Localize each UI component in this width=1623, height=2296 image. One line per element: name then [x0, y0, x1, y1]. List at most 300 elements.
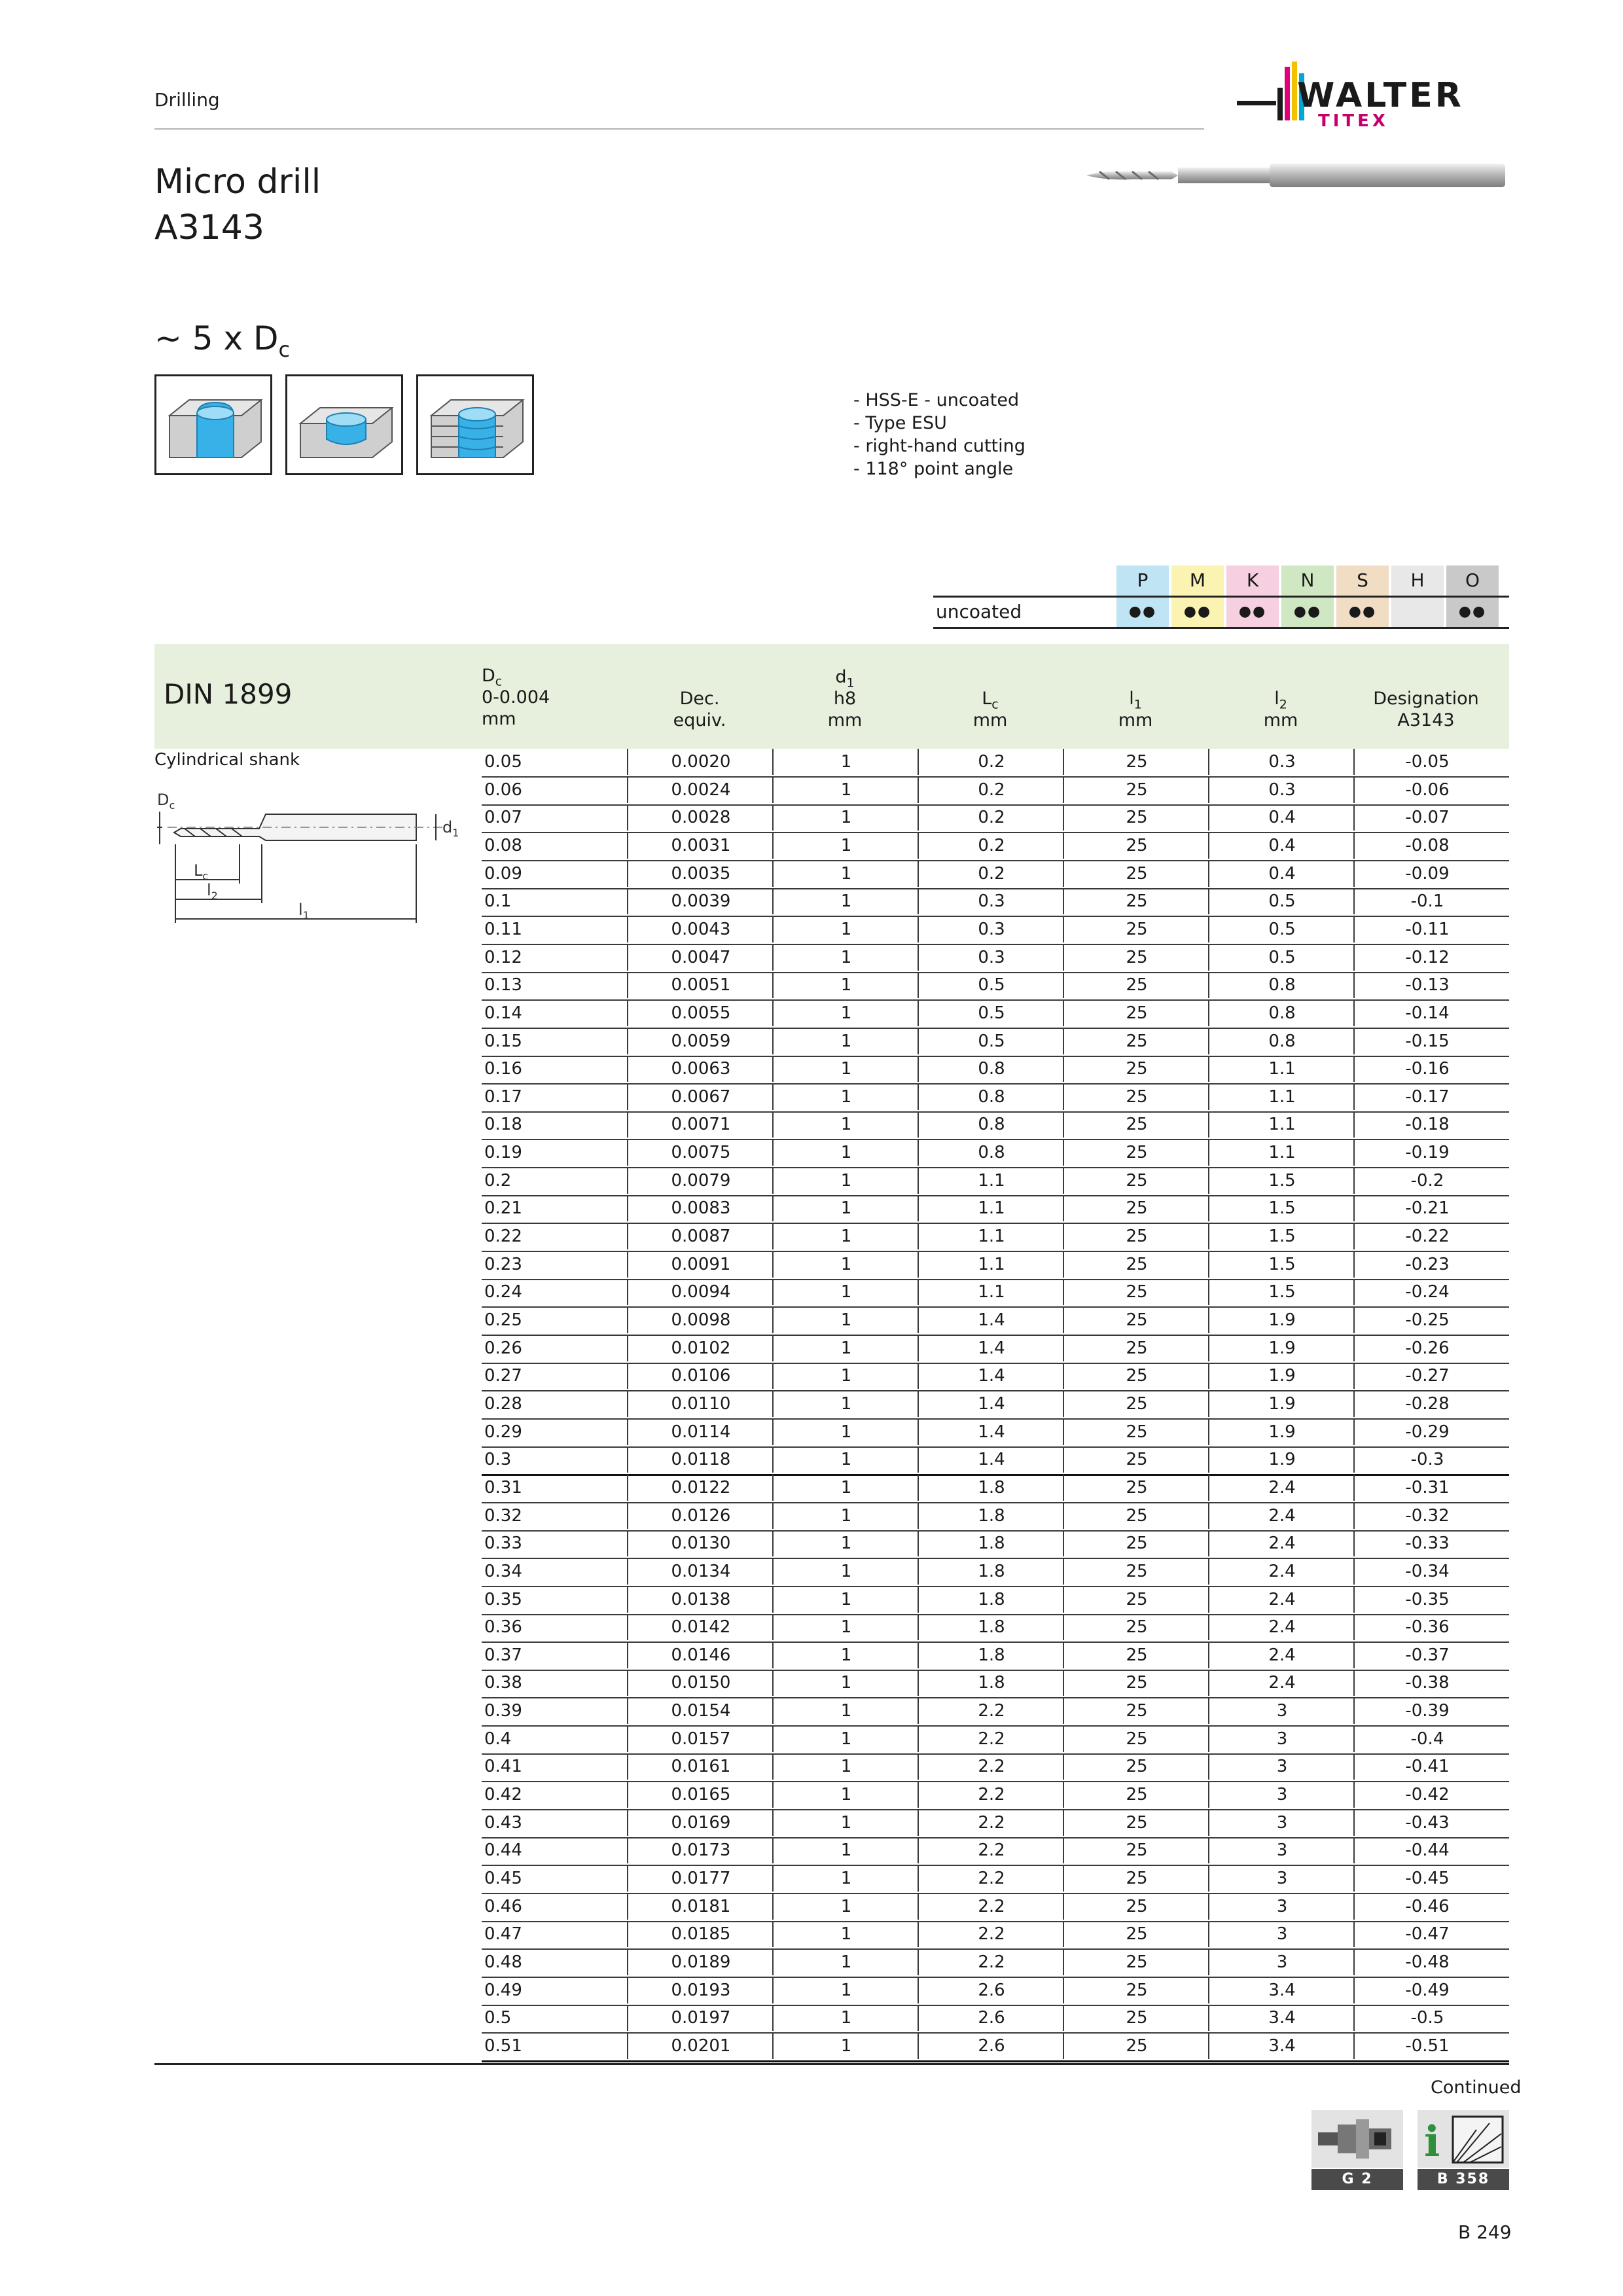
table-cell: 1.8	[918, 1614, 1064, 1640]
table-cell: 25	[1063, 1614, 1209, 1640]
table-cell: 0.0130	[627, 1530, 774, 1556]
table-row	[482, 1335, 1509, 1364]
table-cell: 0.42	[484, 1785, 522, 1805]
suitability-dots-s: ●●	[1336, 597, 1389, 627]
table-cell: -0.07	[1353, 804, 1500, 831]
table-cell: 0.48	[484, 1952, 522, 1972]
table-cell: 0.0150	[627, 1670, 774, 1696]
table-cell: 0.8	[1208, 1000, 1355, 1026]
reference-b358[interactable]: B 358	[1418, 2169, 1509, 2190]
table-row	[482, 1642, 1509, 1671]
table-cell: 25	[1063, 1000, 1209, 1026]
table-cell: 1	[772, 1000, 919, 1026]
table-cell: 1	[772, 1614, 919, 1640]
table-cell: 1	[772, 1921, 919, 1947]
product-code: A3143	[154, 208, 264, 247]
table-cell: 0.29	[484, 1422, 522, 1442]
table-row	[482, 1893, 1509, 1922]
material-group-k: K	[1226, 565, 1279, 596]
table-cell: 2.2	[918, 1726, 1064, 1752]
table-cell: 25	[1063, 1168, 1209, 1194]
table-cell: 1.9	[1208, 1446, 1355, 1473]
table-cell: 1	[772, 2005, 919, 2031]
table-row	[482, 833, 1509, 861]
table-cell: 25	[1063, 2005, 1209, 2031]
table-cell: 0.16	[484, 1059, 522, 1079]
table-cell: 1	[772, 1056, 919, 1082]
table-cell: 25	[1063, 888, 1209, 914]
table-row	[482, 1168, 1509, 1196]
table-cell: 1	[772, 1335, 919, 1361]
coating-rule-bottom	[933, 627, 1509, 629]
table-row	[482, 1977, 1509, 2006]
table-cell: 0.51	[484, 2036, 522, 2056]
reference-g2[interactable]: G 2	[1311, 2169, 1403, 2190]
table-cell: 2.4	[1208, 1670, 1355, 1696]
table-cell: 1	[772, 1028, 919, 1054]
table-cell: 1.4	[918, 1419, 1064, 1445]
table-cell: 2.4	[1208, 1530, 1355, 1556]
table-cell: 25	[1063, 972, 1209, 998]
table-cell: 0.0161	[627, 1753, 774, 1780]
table-cell: 3.4	[1208, 2033, 1355, 2059]
table-cell: 2.4	[1208, 1614, 1355, 1640]
table-cell: 0.09	[484, 863, 522, 884]
table-cell: 1	[772, 1753, 919, 1780]
material-group-p: P	[1116, 565, 1169, 596]
table-cell: 1	[772, 749, 919, 775]
table-cell: 25	[1063, 1530, 1209, 1556]
table-cell: 1	[772, 1503, 919, 1529]
table-cell: 1	[772, 1168, 919, 1194]
table-cell: 0.0055	[627, 1000, 774, 1026]
table-cell: 0.07	[484, 808, 522, 828]
table-row	[482, 1782, 1509, 1810]
table-cell: 0.8	[918, 1111, 1064, 1138]
column-header-4: $l_1$ mm	[1118, 689, 1153, 730]
material-group-h: H	[1391, 565, 1444, 596]
table-cell: -0.25	[1353, 1307, 1500, 1333]
table-cell: 25	[1063, 833, 1209, 859]
table-cell: 0.0189	[627, 1949, 774, 1975]
table-row	[482, 861, 1509, 889]
table-row	[482, 1503, 1509, 1532]
suitability-dots-o: ●●	[1446, 597, 1499, 627]
table-cell: 0.3	[918, 916, 1064, 942]
continued-note: Continued	[1431, 2077, 1522, 2098]
table-cell: 0.47	[484, 1924, 522, 1945]
table-cell: 3	[1208, 1782, 1355, 1808]
table-cell: 0.0169	[627, 1810, 774, 1836]
table-cell: 0.3	[918, 944, 1064, 971]
table-cell: 2.6	[918, 1977, 1064, 2003]
table-cell: 0.0091	[627, 1251, 774, 1278]
table-cell: -0.2	[1353, 1168, 1500, 1194]
table-cell: 1	[772, 1223, 919, 1249]
table-cell: -0.4	[1353, 1726, 1500, 1752]
table-row	[482, 1670, 1509, 1698]
table-cell: 1	[772, 1893, 919, 1920]
table-cell: 1.1	[918, 1279, 1064, 1305]
table-row	[482, 1000, 1509, 1029]
table-cell: 3	[1208, 1893, 1355, 1920]
table-cell: 1	[772, 2033, 919, 2059]
table-cell: -0.49	[1353, 1977, 1500, 2003]
table-row	[482, 1307, 1509, 1336]
table-cell: 25	[1063, 1642, 1209, 1668]
table-cell: 0.32	[484, 1505, 522, 1526]
table-cell: 0.12	[484, 947, 522, 967]
table-cell: 0.8	[1208, 972, 1355, 998]
table-cell: -0.45	[1353, 1865, 1500, 1892]
shank-type: Cylindrical shank	[154, 750, 300, 770]
column-header-0: $D_c$ 0-0.004 mm	[482, 666, 550, 729]
table-cell: 2.2	[918, 1837, 1064, 1863]
table-cell: 0.3	[1208, 777, 1355, 803]
table-cell: -0.16	[1353, 1056, 1500, 1082]
table-row	[482, 1195, 1509, 1224]
table-cell: 0.0157	[627, 1726, 774, 1752]
table-cell: 3	[1208, 1865, 1355, 1892]
table-cell: 0.2	[918, 777, 1064, 803]
table-cell: 0.31	[484, 1477, 522, 1498]
length-ratio-sub: c	[278, 337, 291, 362]
table-cell: 0.37	[484, 1645, 522, 1665]
table-cell: 0.1	[484, 891, 512, 912]
table-cell: 25	[1063, 1251, 1209, 1278]
table-cell: -0.44	[1353, 1837, 1500, 1863]
table-cell: 0.8	[918, 1139, 1064, 1166]
table-cell: 25	[1063, 1195, 1209, 1221]
table-cell: -0.27	[1353, 1363, 1500, 1389]
table-cell: -0.41	[1353, 1753, 1500, 1780]
table-cell: 25	[1063, 1726, 1209, 1752]
table-row	[482, 1223, 1509, 1252]
table-cell: -0.12	[1353, 944, 1500, 971]
table-cell: 1.1	[918, 1195, 1064, 1221]
table-cell: 0.0118	[627, 1446, 774, 1473]
table-cell: 0.5	[1208, 916, 1355, 942]
table-row	[482, 749, 1509, 778]
table-cell: 3	[1208, 1921, 1355, 1947]
table-cell: 1.9	[1208, 1307, 1355, 1333]
table-cell: 1	[772, 1419, 919, 1445]
table-row	[482, 1530, 1509, 1559]
section-label: Drilling	[154, 89, 220, 111]
table-row	[482, 1475, 1509, 1503]
table-row	[482, 1028, 1509, 1057]
table-cell: 0.43	[484, 1812, 522, 1833]
table-cell: 0.0146	[627, 1642, 774, 1668]
table-cell: -0.17	[1353, 1084, 1500, 1110]
table-cell: 25	[1063, 1056, 1209, 1082]
table-cell: 25	[1063, 1698, 1209, 1724]
table-cell: 0.26	[484, 1338, 522, 1358]
table-cell: -0.06	[1353, 777, 1500, 803]
table-bottom-rule	[154, 2063, 1509, 2065]
material-group-n: N	[1281, 565, 1334, 596]
table-cell: 0.5	[1208, 944, 1355, 971]
table-cell: -0.24	[1353, 1279, 1500, 1305]
tool-holder-icon[interactable]	[1311, 2110, 1403, 2168]
table-cell: 0.2	[918, 804, 1064, 831]
table-cell: 0.0075	[627, 1139, 774, 1166]
suitability-dots-p: ●●	[1116, 597, 1169, 627]
table-cell: 1.4	[918, 1335, 1064, 1361]
table-cell: 1	[772, 916, 919, 942]
table-cell: 0.34	[484, 1561, 522, 1581]
svg-text:i: i	[1424, 2117, 1440, 2166]
table-cell: 25	[1063, 1223, 1209, 1249]
table-cell: 1	[772, 1977, 919, 2003]
table-cell: 0.0110	[627, 1391, 774, 1417]
table-cell: 0.0098	[627, 1307, 774, 1333]
application-stacked-plates-icon	[416, 374, 534, 475]
table-cell: 25	[1063, 1753, 1209, 1780]
table-row	[482, 1753, 1509, 1782]
diagram-label-l2: $l_2$	[207, 881, 218, 902]
table-row	[482, 1614, 1509, 1643]
table-cell: 0.2	[918, 749, 1064, 775]
table-cell: 1.4	[918, 1391, 1064, 1417]
table-cell: 1	[772, 1279, 919, 1305]
table-cell: 0.0193	[627, 1977, 774, 2003]
table-cell: 0.4	[1208, 833, 1355, 859]
table-cell: 25	[1063, 1084, 1209, 1110]
table-cell: 0.0154	[627, 1698, 774, 1724]
table-cell: 0.49	[484, 1980, 522, 2000]
table-cell: 0.27	[484, 1366, 522, 1386]
table-cell: 2.6	[918, 2005, 1064, 2031]
table-cell: 1.1	[1208, 1111, 1355, 1138]
table-cell: 3.4	[1208, 1977, 1355, 2003]
application-blind-hole-icon	[285, 374, 403, 475]
table-cell: 25	[1063, 1865, 1209, 1892]
table-cell: 0.0079	[627, 1168, 774, 1194]
table-cell: 0.0059	[627, 1028, 774, 1054]
table-cell: -0.39	[1353, 1698, 1500, 1724]
table-cell: 1.4	[918, 1307, 1064, 1333]
table-cell: 25	[1063, 1363, 1209, 1389]
table-row	[482, 1251, 1509, 1280]
table-cell: -0.15	[1353, 1028, 1500, 1054]
table-cell: 0.5	[918, 1028, 1064, 1054]
table-row	[482, 2005, 1509, 2034]
feature-item: - HSS-E - uncoated	[853, 390, 1020, 410]
table-cell: 25	[1063, 1670, 1209, 1696]
table-cell: 1	[772, 1698, 919, 1724]
table-cell: -0.26	[1353, 1335, 1500, 1361]
table-cell: 1.1	[1208, 1056, 1355, 1082]
table-cell: 25	[1063, 1391, 1209, 1417]
table-cell: 0.15	[484, 1031, 522, 1051]
table-cell: 1	[772, 777, 919, 803]
table-cell: 0.18	[484, 1115, 522, 1135]
table-cell: 0.4	[484, 1729, 512, 1749]
table-cell: 1	[772, 1530, 919, 1556]
table-cell: 1.5	[1208, 1168, 1355, 1194]
table-cell: 1	[772, 861, 919, 887]
table-cell: 25	[1063, 1111, 1209, 1138]
table-cell: 0.39	[484, 1701, 522, 1721]
table-cell: 0.19	[484, 1143, 522, 1163]
table-cell: -0.33	[1353, 1530, 1500, 1556]
table-cell: 0.0126	[627, 1503, 774, 1529]
table-row	[482, 1391, 1509, 1420]
table-cell: -0.38	[1353, 1670, 1500, 1696]
table-cell: -0.47	[1353, 1921, 1500, 1947]
table-cell: 1	[772, 1391, 919, 1417]
product-title: Micro drill	[154, 162, 321, 202]
length-ratio-text: ~ 5 x D	[154, 319, 279, 357]
table-cell: 0.0094	[627, 1279, 774, 1305]
table-row	[482, 972, 1509, 1001]
table-cell: 3	[1208, 1810, 1355, 1836]
table-cell: 1	[772, 1446, 919, 1473]
table-cell: 0.0020	[627, 749, 774, 775]
diagram-label-d1: $d_1$	[442, 818, 459, 839]
table-cell: 0.45	[484, 1869, 522, 1888]
table-cell: 1.5	[1208, 1223, 1355, 1249]
table-cell: 1.1	[918, 1168, 1064, 1194]
table-cell: 2.2	[918, 1865, 1064, 1892]
table-cell: 25	[1063, 1028, 1209, 1054]
table-cell: 2.2	[918, 1893, 1064, 1920]
table-cell: 1	[772, 1558, 919, 1585]
table-row	[482, 1837, 1509, 1866]
table-cell: -0.43	[1353, 1810, 1500, 1836]
table-cell: 25	[1063, 1307, 1209, 1333]
table-cell: 1.8	[918, 1475, 1064, 1501]
table-cell: 1	[772, 1139, 919, 1166]
table-cell: 0.17	[484, 1086, 522, 1107]
table-cell: 25	[1063, 1949, 1209, 1975]
table-row	[482, 1726, 1509, 1755]
table-cell: 0.0039	[627, 888, 774, 914]
table-cell: 1.8	[918, 1558, 1064, 1585]
table-cell: 0.0185	[627, 1921, 774, 1947]
table-cell: 25	[1063, 1558, 1209, 1585]
table-cell: 25	[1063, 1475, 1209, 1501]
table-cell: -0.28	[1353, 1391, 1500, 1417]
table-cell: 3.4	[1208, 2005, 1355, 2031]
table-cell: 0.0031	[627, 833, 774, 859]
table-row	[482, 888, 1509, 917]
table-cell: 1	[772, 1837, 919, 1863]
table-cell: 1.8	[918, 1670, 1064, 1696]
table-cell: 0.2	[918, 861, 1064, 887]
table-cell: 0.0173	[627, 1837, 774, 1863]
table-row	[482, 1949, 1509, 1978]
table-row	[482, 1111, 1509, 1140]
diagram-label-l1: $l_1$	[298, 901, 310, 922]
table-cell: 0.5	[484, 2008, 512, 2028]
table-cell: -0.19	[1353, 1139, 1500, 1166]
table-cell: 0.0071	[627, 1111, 774, 1138]
table-cell: -0.09	[1353, 861, 1500, 887]
din-standard: DIN 1899	[164, 678, 293, 710]
table-cell: 0.2	[918, 833, 1064, 859]
table-row	[482, 1698, 1509, 1727]
table-cell: 0.8	[1208, 1028, 1355, 1054]
table-cell: 0.0035	[627, 861, 774, 887]
column-header-5: $l_2$ mm	[1263, 689, 1298, 730]
table-cell: 3	[1208, 1949, 1355, 1975]
table-cell: -0.23	[1353, 1251, 1500, 1278]
table-cell: 0.0083	[627, 1195, 774, 1221]
table-cell: 1	[772, 1949, 919, 1975]
table-cell: 0.46	[484, 1896, 522, 1916]
table-cell: 0.0197	[627, 2005, 774, 2031]
table-cell: 0.0102	[627, 1335, 774, 1361]
top-rule	[154, 128, 1204, 130]
table-cell: 2.2	[918, 1810, 1064, 1836]
table-cell: 1.9	[1208, 1363, 1355, 1389]
table-cell: 0.2	[484, 1170, 512, 1191]
info-chart-icon[interactable]	[1418, 2110, 1509, 2168]
table-cell: 1.1	[1208, 1139, 1355, 1166]
table-cell: 0.11	[484, 919, 522, 939]
feature-item: - right-hand cutting	[853, 436, 1026, 456]
table-cell: 0.3	[918, 888, 1064, 914]
table-cell: 1.5	[1208, 1279, 1355, 1305]
table-row	[482, 1810, 1509, 1839]
table-cell: 1	[772, 944, 919, 971]
table-cell: 3	[1208, 1726, 1355, 1752]
table-cell: 0.24	[484, 1282, 522, 1302]
table-row	[482, 804, 1509, 833]
table-cell: 3	[1208, 1698, 1355, 1724]
table-cell: -0.22	[1353, 1223, 1500, 1249]
table-cell: 0.0177	[627, 1865, 774, 1892]
table-cell: 1	[772, 1726, 919, 1752]
table-cell: 0.3	[1208, 749, 1355, 775]
length-ratio	[154, 319, 290, 362]
table-cell: 25	[1063, 1279, 1209, 1305]
table-cell: 25	[1063, 1837, 1209, 1863]
table-cell: 1	[772, 1670, 919, 1696]
table-cell: 0.36	[484, 1617, 522, 1638]
table-cell: 1	[772, 804, 919, 831]
table-cell: 0.0051	[627, 972, 774, 998]
table-cell: 25	[1063, 749, 1209, 775]
table-cell: 25	[1063, 777, 1209, 803]
table-row	[482, 1279, 1509, 1308]
table-cell: 0.5	[1208, 888, 1355, 914]
table-cell: 1	[772, 888, 919, 914]
table-row	[482, 916, 1509, 945]
column-header-1: Dec. equiv.	[673, 689, 726, 730]
table-cell: 0.41	[484, 1757, 522, 1777]
coating-rule-top	[933, 596, 1509, 598]
table-cell: 0.21	[484, 1198, 522, 1219]
table-cell: 0.05	[484, 752, 522, 772]
table-cell: 0.4	[1208, 861, 1355, 887]
brand-logo	[1237, 62, 1512, 134]
table-cell: 1	[772, 1251, 919, 1278]
table-cell: 25	[1063, 2033, 1209, 2059]
table-cell: 25	[1063, 1503, 1209, 1529]
table-cell: 0.0047	[627, 944, 774, 971]
table-cell: 25	[1063, 1810, 1209, 1836]
table-cell: 25	[1063, 1139, 1209, 1166]
table-cell: 1.8	[918, 1503, 1064, 1529]
table-cell: 0.28	[484, 1393, 522, 1414]
table-cell: 0.0087	[627, 1223, 774, 1249]
table-cell: 0.25	[484, 1310, 522, 1330]
material-group-s: S	[1336, 565, 1389, 596]
table-row	[482, 1139, 1509, 1168]
